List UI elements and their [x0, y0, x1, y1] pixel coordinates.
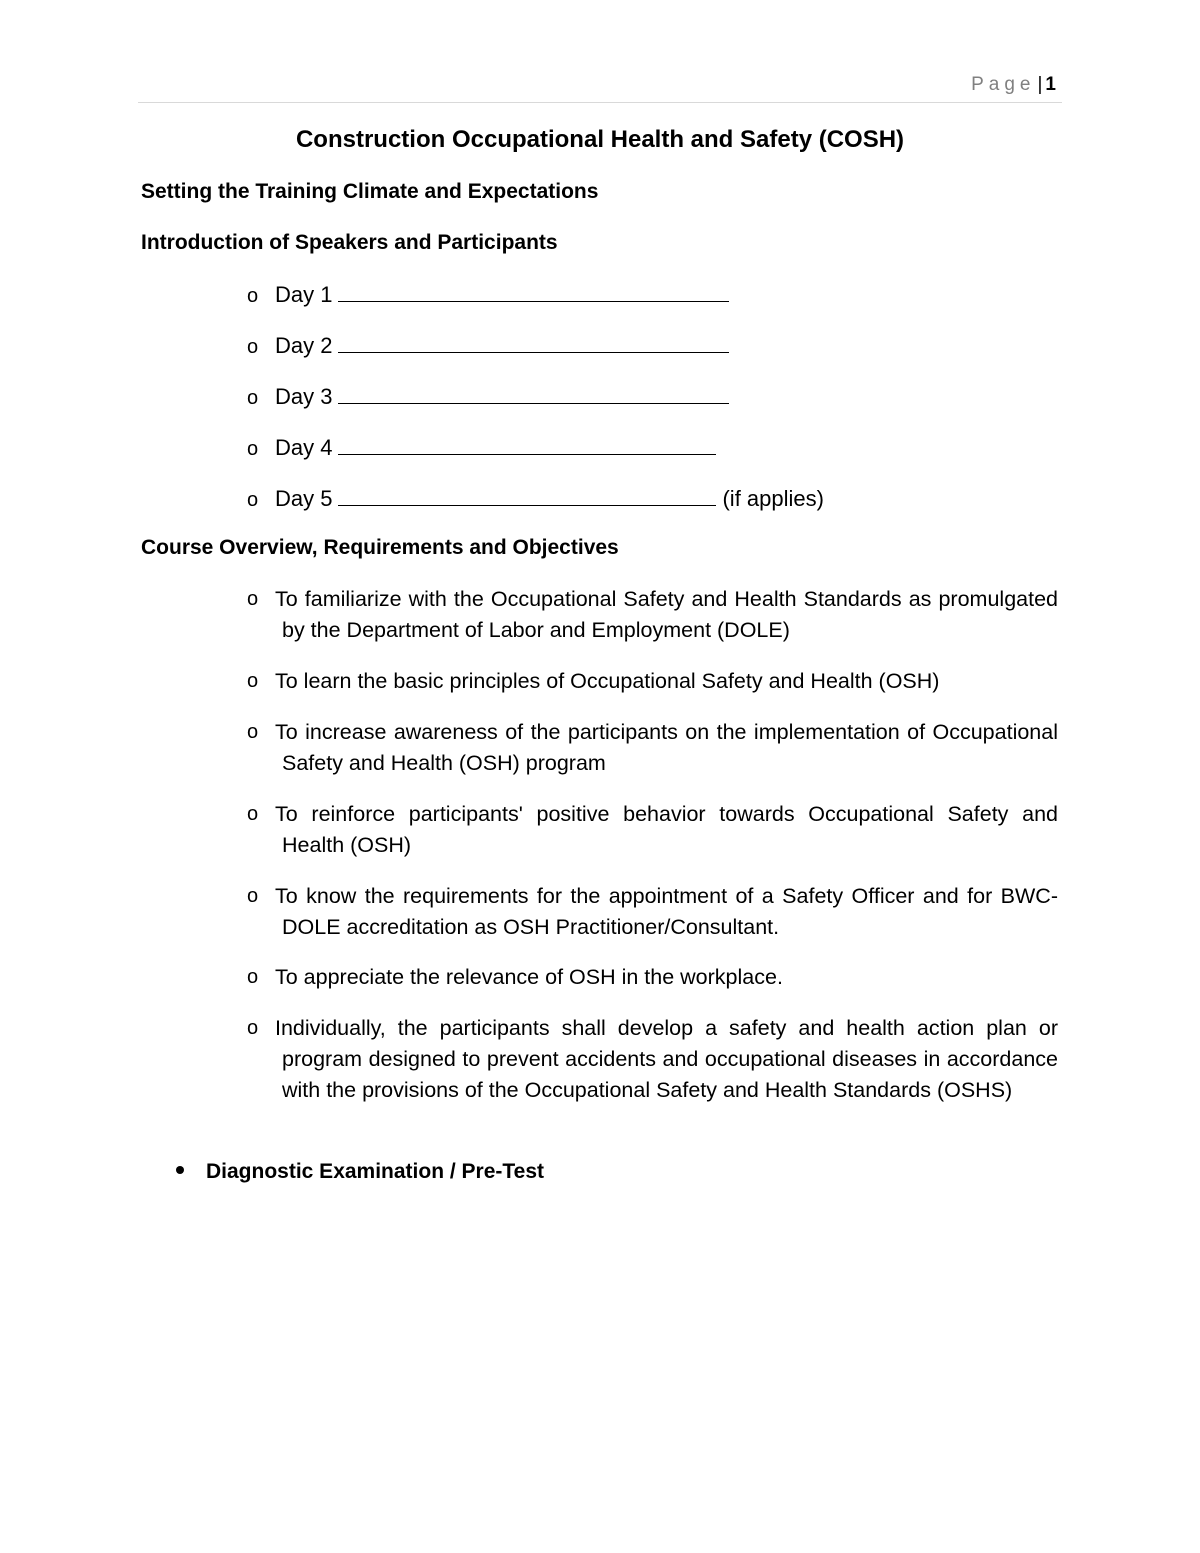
objective-item: [247, 962, 1058, 993]
day-row-1: [247, 281, 729, 308]
page-header: [138, 72, 1062, 103]
hollow-bullet-icon: o: [247, 489, 259, 511]
objective-text: To know the requirements for the appointment of a Safety Officer and for BWC-DOLE accreditation as OSH Practitioner/Consultant.: [275, 884, 1058, 939]
page-number-label: [971, 74, 1056, 96]
objective-text: To learn the basic principles of Occupational Safety and Health (OSH): [275, 669, 940, 693]
objective-item: [247, 1013, 1058, 1106]
objective-item: [247, 881, 1058, 943]
diagnostic-item: [176, 1160, 544, 1184]
objective-item: [247, 584, 1058, 646]
fill-in-blank: [338, 383, 729, 404]
bullet-dot-icon: [176, 1166, 184, 1174]
section-heading-overview: Course Overview, Requirements and Objectives: [141, 536, 619, 559]
hollow-bullet-icon: o: [247, 285, 259, 307]
page-word: Page: [971, 74, 1036, 95]
hollow-bullet-icon: o: [247, 966, 259, 988]
section-heading-climate: Setting the Training Climate and Expectations: [141, 180, 599, 203]
hollow-bullet-icon: o: [247, 885, 259, 907]
objective-item: [247, 717, 1058, 779]
day-label: Day 1: [275, 282, 333, 307]
diagnostic-label: Diagnostic Examination / Pre-Test: [206, 1160, 545, 1183]
section-heading-intro: Introduction of Speakers and Participants: [141, 231, 558, 254]
page-separator: |: [1037, 74, 1043, 95]
day-row-5: [247, 485, 824, 512]
fill-in-blank: [338, 281, 729, 302]
fill-in-blank: [338, 485, 716, 506]
objective-item: [247, 666, 1058, 697]
objective-text: To reinforce participants' positive behavior towards Occupational Safety and Health (OSH): [275, 802, 1058, 857]
page-number: 1: [1045, 74, 1056, 95]
objective-item: [247, 799, 1058, 861]
day-row-2: [247, 332, 729, 359]
day-label: Day 2: [275, 333, 333, 358]
objective-text: To appreciate the relevance of OSH in the workplace.: [275, 965, 783, 989]
hollow-bullet-icon: o: [247, 438, 259, 460]
objective-text: Individually, the participants shall develop a safety and health action plan or program designed to prevent accidents and occupational diseases in accordance with the provisions of the Occupational Safety and Health Standards (OSHS): [275, 1016, 1058, 1102]
hollow-bullet-icon: o: [247, 721, 259, 743]
fill-in-blank: [338, 332, 729, 353]
hollow-bullet-icon: o: [247, 387, 259, 409]
day-label: Day 5: [275, 486, 333, 511]
objective-text: To increase awareness of the participants on the implementation of Occupational Safety and Health (OSH) program: [275, 720, 1058, 775]
hollow-bullet-icon: o: [247, 670, 259, 692]
day-row-3: [247, 383, 729, 410]
hollow-bullet-icon: o: [247, 1017, 259, 1039]
hollow-bullet-icon: o: [247, 803, 259, 825]
hollow-bullet-icon: o: [247, 336, 259, 358]
day-label: Day 4: [275, 435, 333, 460]
day-row-4: [247, 434, 716, 461]
day-suffix: (if applies): [722, 486, 824, 511]
fill-in-blank: [338, 434, 716, 455]
objective-text: To familiarize with the Occupational Safety and Health Standards as promulgated by the Department of Labor and Employment (DOLE): [275, 587, 1058, 642]
hollow-bullet-icon: o: [247, 588, 259, 610]
day-label: Day 3: [275, 384, 333, 409]
document-title: Construction Occupational Health and Safety (COSH): [295, 126, 905, 153]
